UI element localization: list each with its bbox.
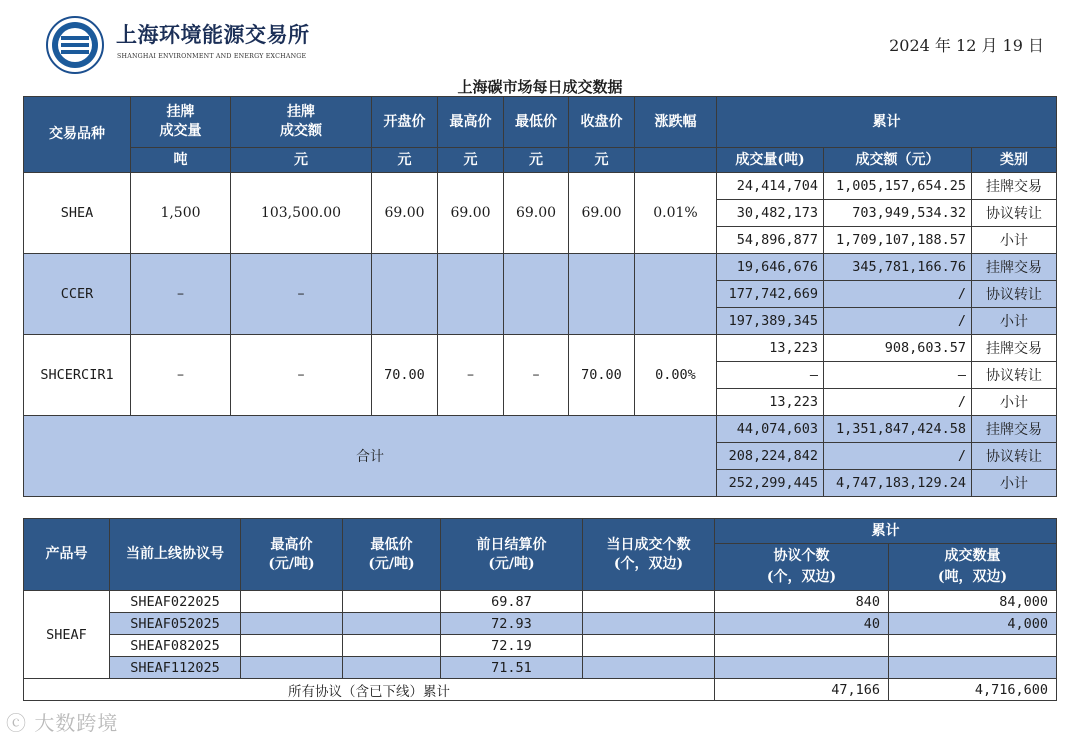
open-price [372,254,438,335]
fut-cum-count [715,635,889,657]
fut-cum-count [715,657,889,679]
cum-volume: 13,223 [717,335,824,362]
fut-total-volume: 4,716,600 [889,679,1057,701]
watermark-icon: ⓒ [6,711,27,735]
cum-amount: – [824,362,972,389]
unit-cum-type: 类别 [972,148,1057,173]
fut-cum-volume [889,635,1057,657]
unit-close: 元 [569,148,635,173]
fut-count [583,635,715,657]
low-price: – [504,335,569,416]
fut-high [241,635,343,657]
watermark-text: 大数跨境 [34,711,119,735]
high-price: 69.00 [438,173,504,254]
cum-amount: 703,949,534.32 [824,200,972,227]
total-amount: 4,747,183,129.24 [824,470,972,497]
fut-header-count: 当日成交个数 (个，双边) [583,519,715,591]
header-high: 最高价 [438,97,504,148]
org-name-en: SHANGHAI ENVIRONMENT AND ENERGY EXCHANGE [117,53,307,60]
low-price [504,254,569,335]
open-price: 70.00 [372,335,438,416]
header-cumulative: 累计 [717,97,1057,148]
total-type: 小计 [972,470,1057,497]
cum-volume: 30,482,173 [717,200,824,227]
table-row [24,591,1057,613]
cum-volume: 54,896,877 [717,227,824,254]
cum-amount: 345,781,166.76 [824,254,972,281]
fut-contract: SHEAF082025 [110,635,241,657]
table-row [24,335,1057,362]
fut-total-count: 47,166 [715,679,889,701]
total-label: 合计 [24,416,717,497]
fut-header-contract: 当前上线协议号 [110,519,241,591]
fut-header-low: 最低价 (元/吨) [343,519,441,591]
high-price: – [438,335,504,416]
header-low: 最低价 [504,97,569,148]
fut-low [343,591,441,613]
cum-amount: 1,005,157,654.25 [824,173,972,200]
fut-header-product: 产品号 [24,519,110,591]
table-row [24,635,1057,657]
cum-type: 协议转让 [972,200,1057,227]
unit-change [635,148,717,173]
cum-volume: 13,223 [717,389,824,416]
watermark [6,707,118,736]
unit-cum-volume: 成交量(吨) [717,148,824,173]
fut-total-row [24,679,1057,701]
fut-contract: SHEAF112025 [110,657,241,679]
table-row [24,173,1057,200]
cum-amount: / [824,281,972,308]
cum-type: 小计 [972,389,1057,416]
fut-count [583,613,715,635]
fut-high [241,613,343,635]
high-price [438,254,504,335]
unit-listed-volume: 吨 [131,148,231,173]
cum-type: 小计 [972,227,1057,254]
price-change [635,254,717,335]
price-change: 0.01% [635,173,717,254]
total-row [24,416,1057,443]
cum-type: 挂牌交易 [972,173,1057,200]
cum-volume: – [717,362,824,389]
cum-amount: / [824,308,972,335]
listed-amount: 103,500.00 [231,173,372,254]
fut-high [241,591,343,613]
price-change: 0.00% [635,335,717,416]
listed-volume: 1,500 [131,173,231,254]
cum-volume: 19,646,676 [717,254,824,281]
cum-type: 小计 [972,308,1057,335]
fut-low [343,635,441,657]
listed-volume: – [131,254,231,335]
fut-settle: 71.51 [441,657,583,679]
fut-settle: 69.87 [441,591,583,613]
product-name: SHCERCIR1 [24,335,131,416]
fut-total-label: 所有协议（含已下线）累计 [24,679,715,701]
cum-volume: 197,389,345 [717,308,824,335]
fut-contract: SHEAF052025 [110,613,241,635]
org-name: 上海环境能源交易所 [116,22,310,47]
listed-amount: – [231,335,372,416]
fut-header-high: 最高价 (元/吨) [241,519,343,591]
cum-amount: / [824,389,972,416]
fut-low [343,657,441,679]
fut-low [343,613,441,635]
market-data-table [23,96,1057,497]
cum-type: 协议转让 [972,362,1057,389]
exchange-logo-icon [46,16,104,74]
unit-open: 元 [372,148,438,173]
total-type: 挂牌交易 [972,416,1057,443]
market-table-title: 上海碳市场每日成交数据 [457,78,623,96]
fut-settle: 72.93 [441,613,583,635]
total-volume: 252,299,445 [717,470,824,497]
fut-header-cumulative: 累计 [715,519,1057,544]
fut-header-cum-volume: 成交数量 (吨，双边) [889,544,1057,591]
report-header [0,0,1080,78]
total-volume: 44,074,603 [717,416,824,443]
table-row [24,657,1057,679]
table-row [24,613,1057,635]
total-volume: 208,224,842 [717,443,824,470]
close-price: 70.00 [569,335,635,416]
fut-count [583,591,715,613]
cum-amount: 908,603.57 [824,335,972,362]
header-product: 交易品种 [24,97,131,173]
report-date: 2024 年 12 月 19 日 [889,36,1044,55]
product-name: SHEA [24,173,131,254]
unit-low: 元 [504,148,569,173]
fut-settle: 72.19 [441,635,583,657]
cum-amount: 1,709,107,188.57 [824,227,972,254]
close-price [569,254,635,335]
listed-amount: – [231,254,372,335]
fut-cum-count: 840 [715,591,889,613]
listed-volume: – [131,335,231,416]
unit-cum-amount: 成交额（元） [824,148,972,173]
header-change: 涨跌幅 [635,97,717,148]
cum-volume: 24,414,704 [717,173,824,200]
header-close: 收盘价 [569,97,635,148]
cum-volume: 177,742,669 [717,281,824,308]
fut-header-cum-count: 协议个数 (个，双边) [715,544,889,591]
open-price: 69.00 [372,173,438,254]
unit-listed-amount: 元 [231,148,372,173]
header-listed-volume: 挂牌 成交量 [131,97,231,148]
unit-high: 元 [438,148,504,173]
close-price: 69.00 [569,173,635,254]
cum-type: 协议转让 [972,281,1057,308]
fut-contract: SHEAF022025 [110,591,241,613]
futures-data-table [23,518,1057,701]
total-type: 协议转让 [972,443,1057,470]
header-open: 开盘价 [372,97,438,148]
header-listed-amount: 挂牌 成交额 [231,97,372,148]
fut-count [583,657,715,679]
fut-product: SHEAF [24,591,110,679]
fut-cum-count: 40 [715,613,889,635]
product-name: CCER [24,254,131,335]
fut-cum-volume: 4,000 [889,613,1057,635]
cum-type: 挂牌交易 [972,254,1057,281]
fut-cum-volume [889,657,1057,679]
fut-cum-volume: 84,000 [889,591,1057,613]
total-amount: / [824,443,972,470]
low-price: 69.00 [504,173,569,254]
fut-header-settle: 前日结算价 (元/吨) [441,519,583,591]
table-row [24,254,1057,281]
cum-type: 挂牌交易 [972,335,1057,362]
total-amount: 1,351,847,424.58 [824,416,972,443]
fut-high [241,657,343,679]
